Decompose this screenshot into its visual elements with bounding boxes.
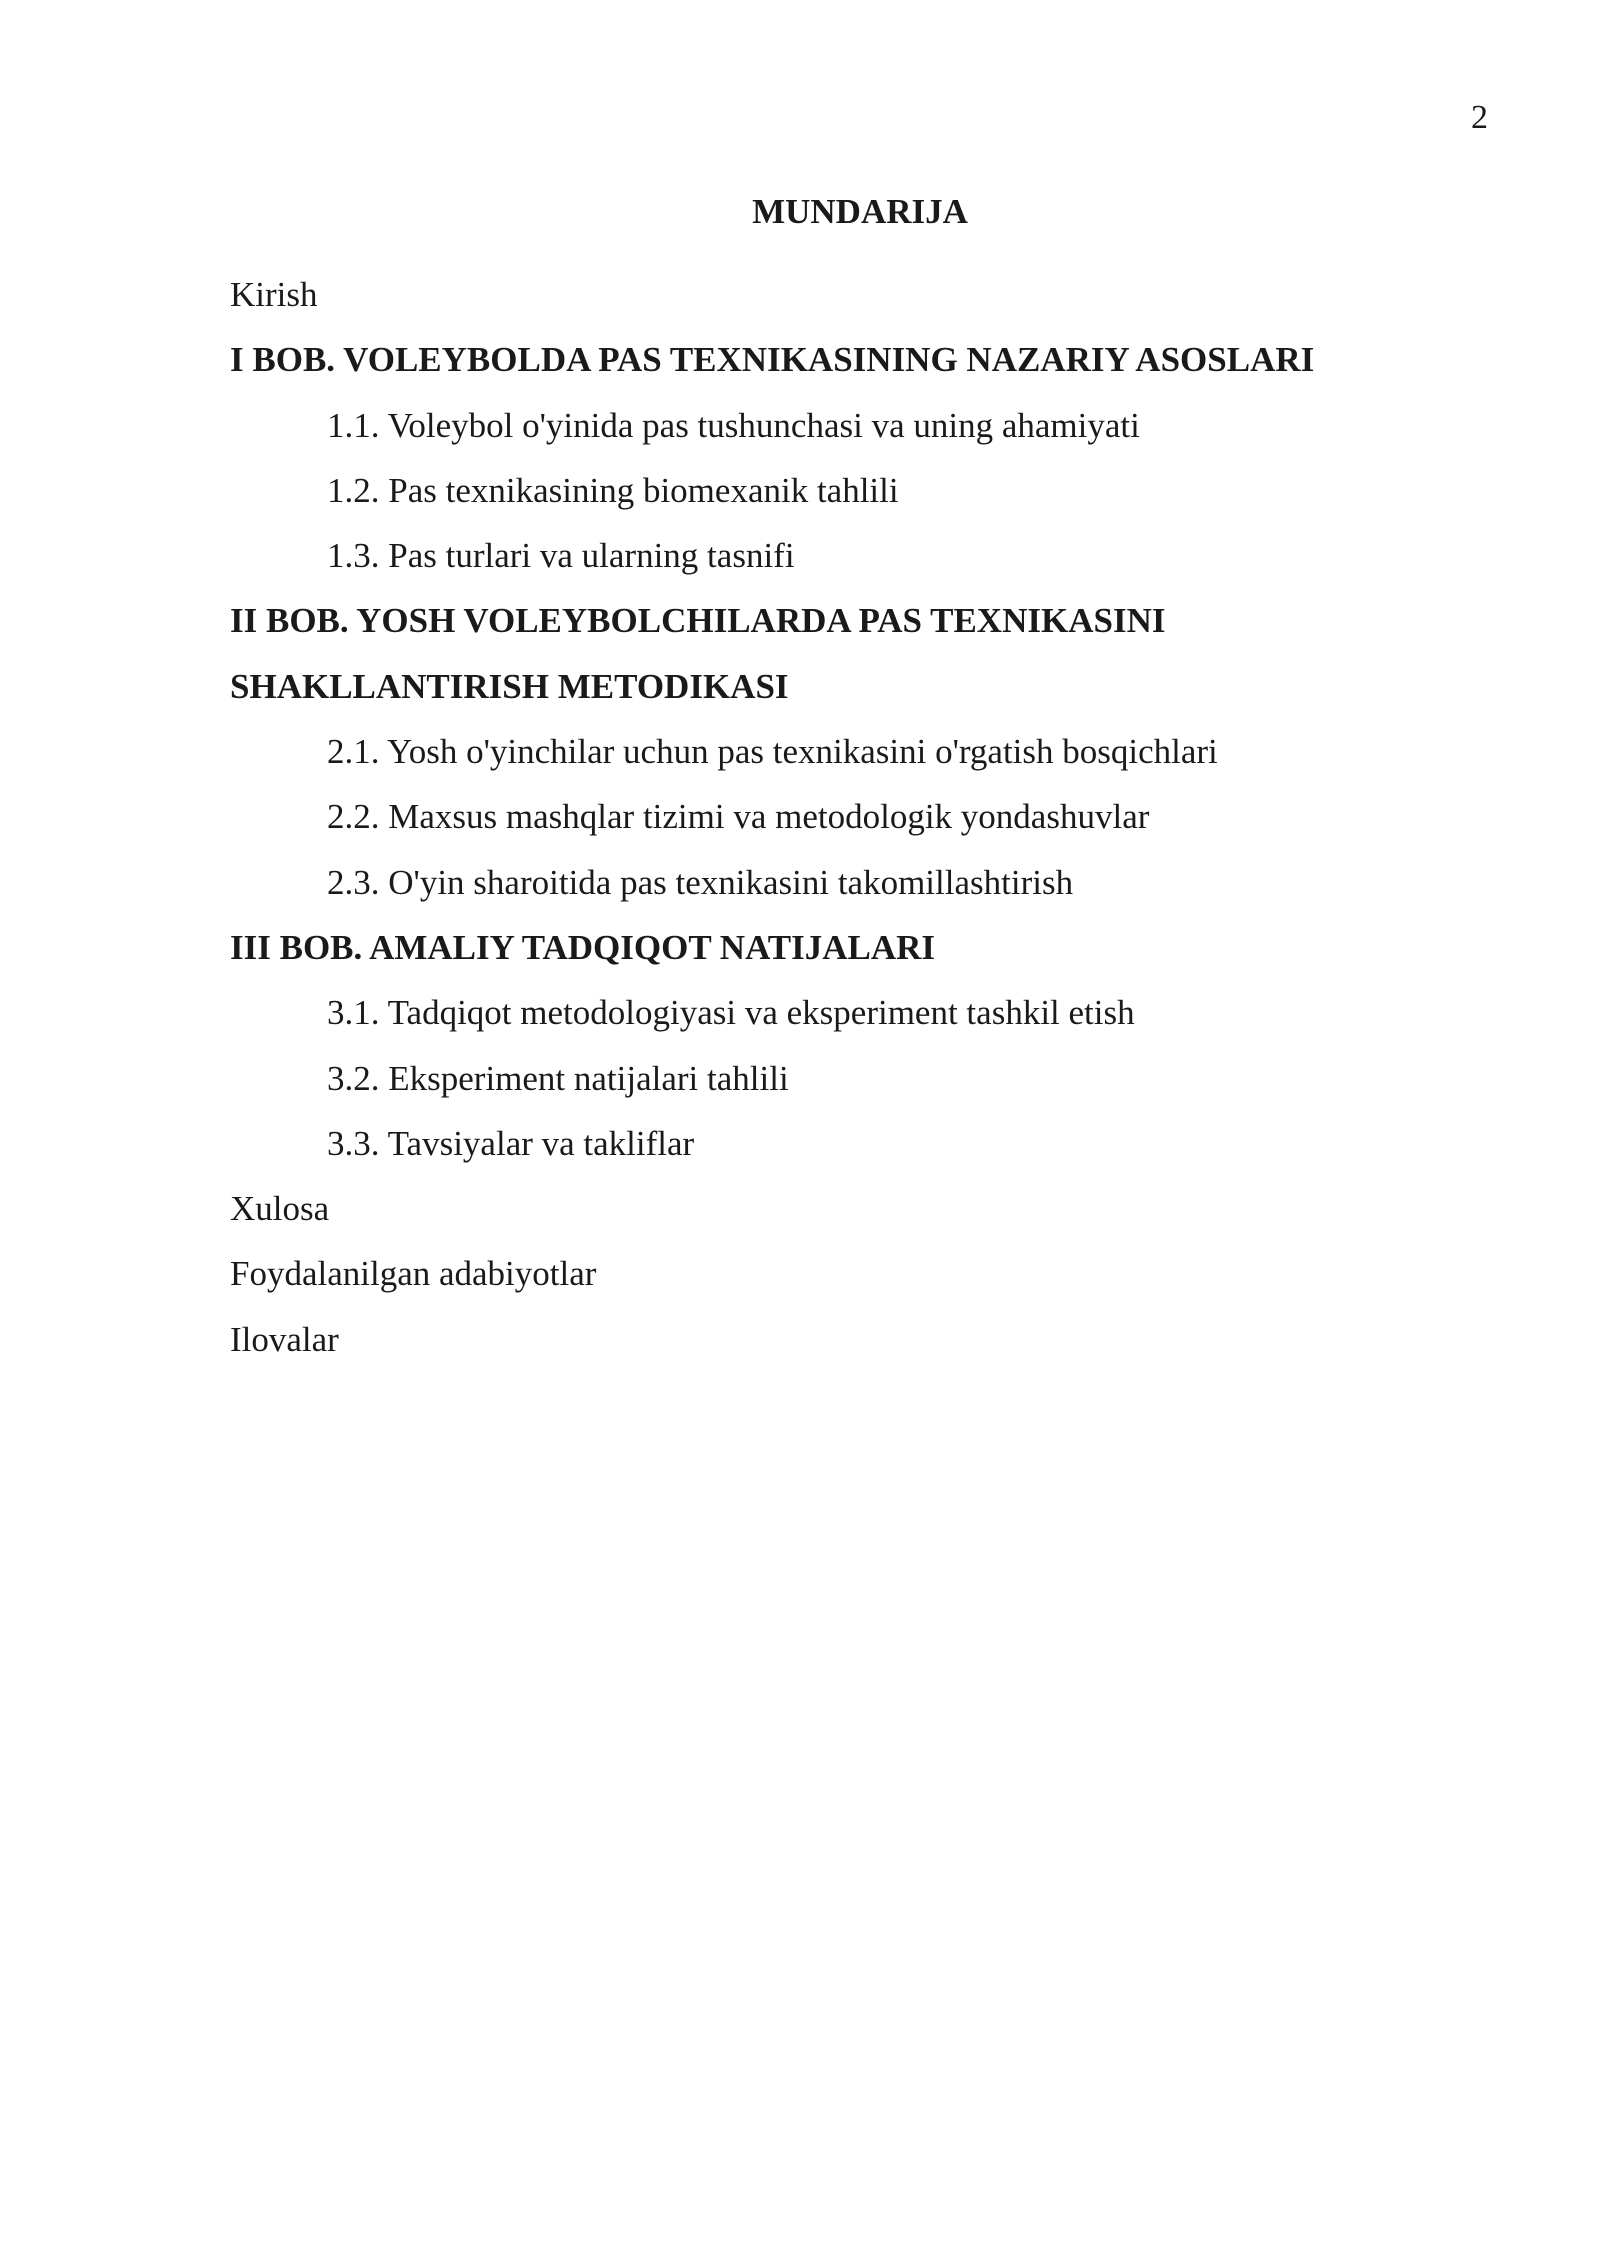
toc-section-1-1: 1.1. Voleybol o'yinida pas tushunchasi va uning ahamiyati [327, 405, 1140, 445]
page-number: 2 [1471, 99, 1488, 136]
toc-section-3-1: 3.1. Tadqiqot metodologiyasi va eksperiment tashkil etish [327, 993, 1135, 1033]
toc-chapter-3: III BOB. AMALIY TADQIQOT NATIJALARI [230, 927, 936, 967]
toc-section-3-2: 3.2. Eksperiment natijalari tahlili [327, 1058, 789, 1098]
toc-section-1-3: 1.3. Pas turlari va ularning tasnifi [327, 536, 795, 576]
toc-section-2-2: 2.2. Maxsus mashqlar tizimi va metodologik yondashuvlar [327, 797, 1150, 837]
toc-section-2-3: 2.3. O'yin sharoitida pas texnikasini takomillashtirish [327, 862, 1074, 902]
toc-chapter-2-line-2: SHAKLLANTIRISH METODIKASI [230, 666, 789, 706]
toc-entry-references: Foydalanilgan adabiyotlar [230, 1254, 597, 1294]
toc-section-2-1: 2.1. Yosh o'yinchilar uchun pas texnikasini o'rgatish bosqichlari [327, 732, 1218, 772]
toc-section-1-2: 1.2. Pas texnikasining biomexanik tahlili [327, 470, 899, 510]
table-of-contents [230, 262, 1480, 1372]
toc-entry-appendices: Ilovalar [230, 1319, 339, 1359]
toc-section-3-3: 3.3. Tavsiyalar va takliflar [327, 1123, 695, 1163]
toc-chapter-2-line-1: II BOB. YOSH VOLEYBOLCHILARDA PAS TEXNIKASINI [230, 601, 1166, 641]
toc-entry-introduction: Kirish [230, 275, 318, 314]
toc-entry-conclusion: Xulosa [230, 1189, 330, 1229]
toc-chapter-1: I BOB. VOLEYBOLDA PAS TEXNIKASINING NAZARIY ASOSLARI [230, 340, 1315, 380]
toc-title: MUNDARIJA [752, 192, 968, 231]
